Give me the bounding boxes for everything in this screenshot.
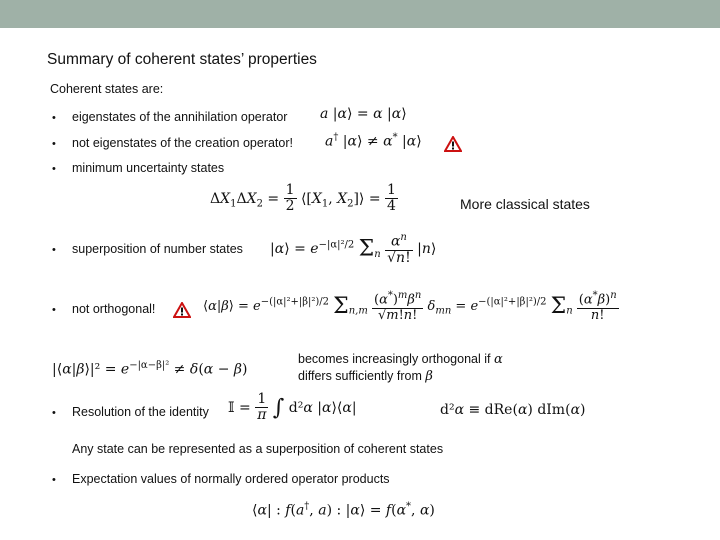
warning-triangle-icon	[173, 302, 191, 318]
warning-triangle-icon	[444, 136, 462, 152]
eq-resolution: 𝕀 = $\frac{1}{\pi}$ ∫ d²α |α⟩⟨α|	[228, 391, 357, 424]
item-creation: not eigenstates of the creation operator!	[72, 136, 293, 150]
orthogonal-note-line2: differs sufficiently from β	[298, 369, 433, 384]
bullet: •	[52, 112, 56, 124]
intro-text: Coherent states are:	[50, 82, 164, 96]
bullet: •	[52, 163, 56, 175]
orthogonal-note-line1: becomes increasingly orthogonal if α	[298, 352, 503, 367]
eq-overlap-squared: |⟨α|β⟩|² = $e^{-|\alpha-\beta|^2} \ne \delta(\alpha - \beta)$	[52, 360, 248, 378]
item-superposition: superposition of number states	[72, 242, 243, 256]
eq-creation: a† |α⟩ ≠ α* |α⟩	[325, 132, 422, 150]
item-resolution: Resolution of the identity	[72, 405, 209, 419]
eq-expectation: ⟨α| : f(a†, a) : |α⟩ = f(α*, α)	[252, 501, 435, 519]
bullet: •	[52, 244, 56, 256]
any-state-text: Any state can be represented as a superposition of coherent states	[72, 442, 444, 456]
eq-overlap: ⟨α|β⟩ = $e^{-(|\alpha|^2+|\beta|^2)/2}$ $\Sigma_{n,m}$ $\frac{(\alpha^*)^m\beta^n}{√m!n!}$ $\delta_{mn} = e^{-(|\alpha|^2+|\beta|^2)/2}$ $\Sigma_n$ $\frac{(\alpha^*\beta)^n}{n!}$	[203, 290, 617, 323]
item-annihilation: eigenstates of the annihilation operator	[72, 110, 288, 124]
slide-title: Summary of coherent states’ properties	[47, 51, 317, 68]
eq-superposition: |α⟩ = $e^{-|\alpha|^2/2}$ $\Sigma_n$ $\frac{\alpha^n}{√n!}$ |n⟩	[270, 232, 437, 267]
bullet: •	[52, 474, 56, 486]
item-uncertainty: minimum uncertainty states	[72, 161, 225, 175]
eq-uncertainty: $\Delta X_1\Delta X_2$ = $\frac{1}{2}$ $⟨[X_1$, $X_2]⟩$ = $\frac{1}{4}$	[210, 182, 396, 215]
bullet: •	[52, 138, 56, 150]
eq-annihilation: a |α⟩ = α |α⟩	[320, 106, 407, 122]
eq-measure: d²α ≡ dRe(α) dIm(α)	[440, 402, 586, 418]
item-orthogonal: not orthogonal!	[72, 302, 156, 316]
more-classical-label: More classical states	[460, 196, 590, 212]
top-bar	[0, 0, 720, 28]
item-expectation: Expectation values of normally ordered operator products	[72, 472, 390, 486]
bullet: •	[52, 407, 56, 419]
bullet: •	[52, 304, 56, 316]
